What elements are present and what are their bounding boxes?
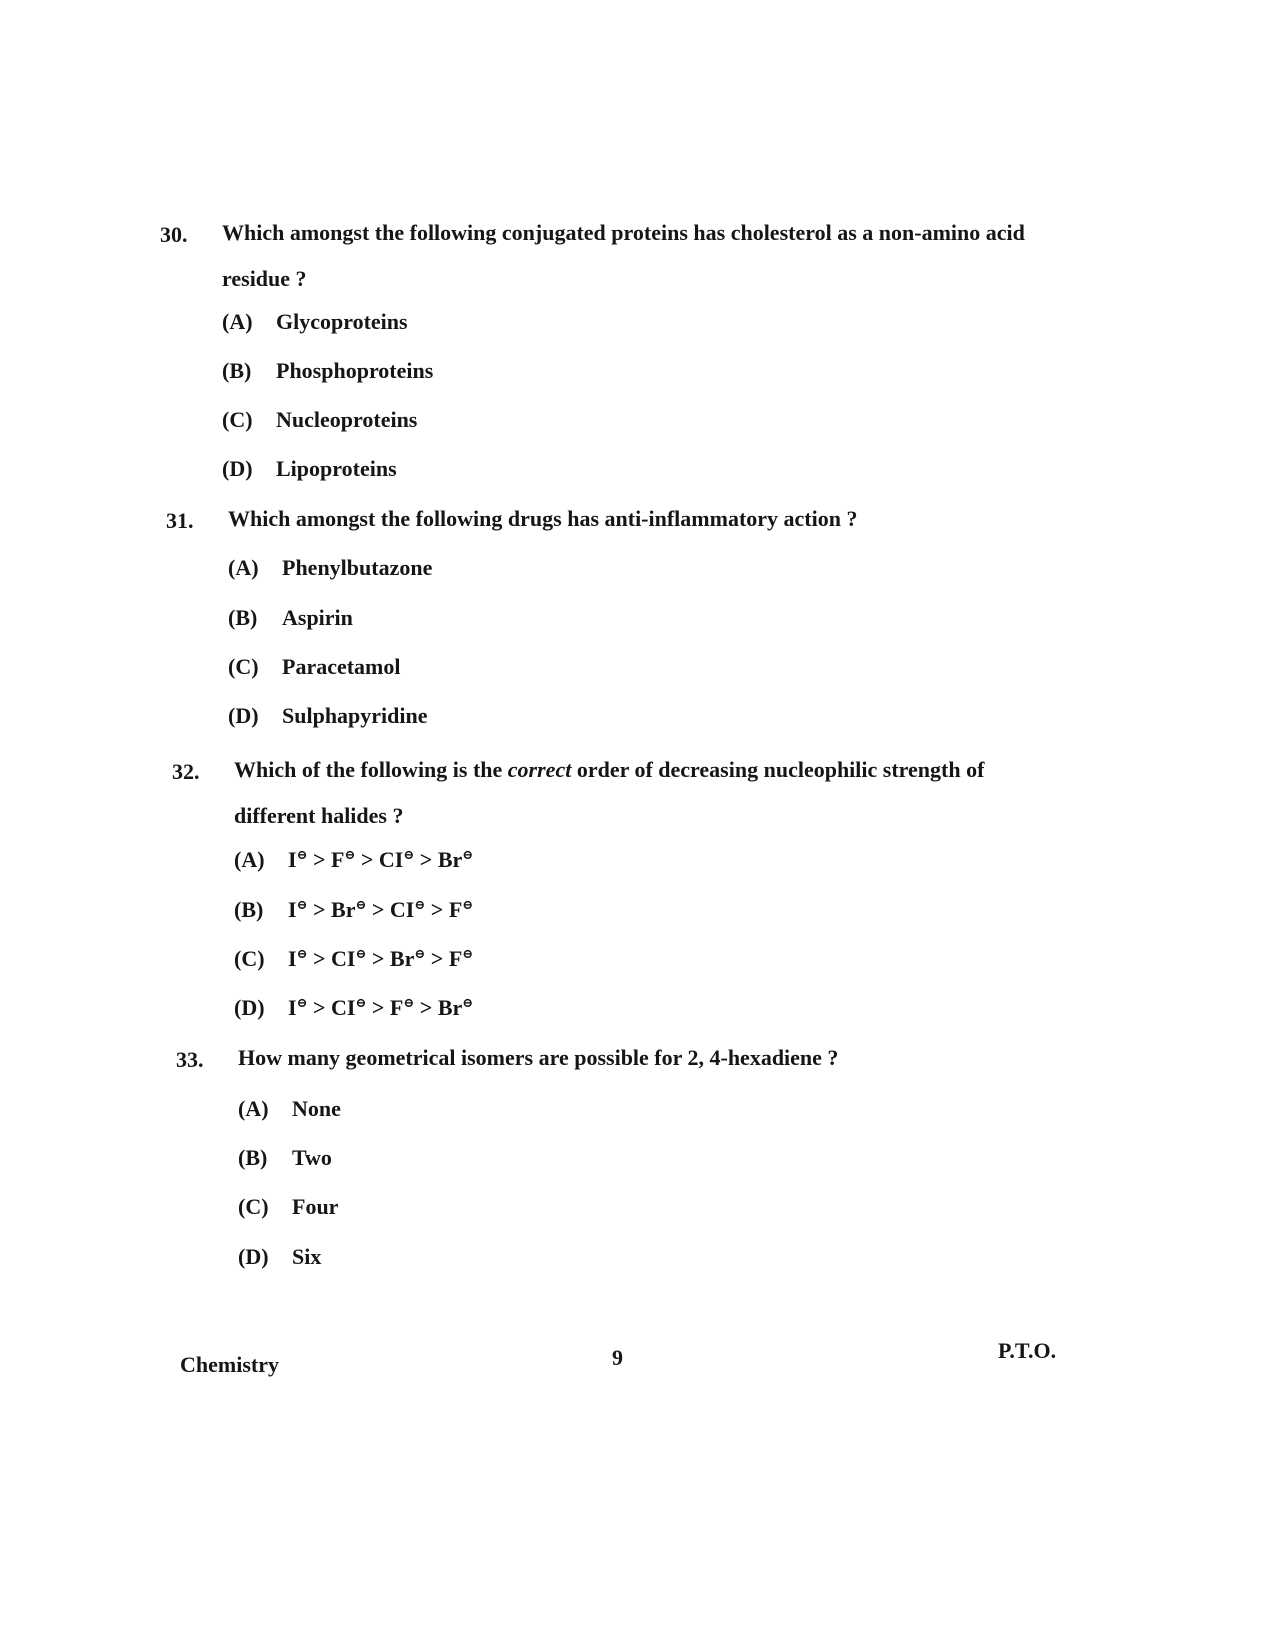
question-number: 31. <box>166 508 194 533</box>
negative-charge-symbol: ⊖ <box>296 847 308 862</box>
negative-charge-symbol: ⊖ <box>414 897 426 912</box>
option-formula <box>288 897 473 922</box>
option-letter: (C) <box>238 1194 269 1219</box>
greater-than-sign: > <box>366 897 390 922</box>
option-text: Four <box>292 1194 339 1219</box>
option-text: None <box>292 1096 341 1121</box>
question-text <box>234 747 1044 839</box>
option-c <box>234 946 473 972</box>
negative-charge-symbol: ⊖ <box>296 995 308 1010</box>
question-text-part: How many geometrical isomers are possible for 2, 4-hexadiene ? <box>238 1045 839 1070</box>
option-formula <box>288 946 473 971</box>
page-number: 9 <box>612 1345 623 1370</box>
option-d <box>234 995 473 1021</box>
question-number: 30. <box>160 222 188 247</box>
negative-charge-symbol: ⊖ <box>414 946 426 961</box>
question-text-part: order of decreasing nucleophilic strength of different halides ? <box>234 757 985 828</box>
option-letter: (C) <box>234 946 265 971</box>
option-letter: (B) <box>238 1145 268 1170</box>
greater-than-sign: > <box>307 995 332 1020</box>
option-letter: (A) <box>222 309 253 334</box>
option-text: Glycoproteins <box>276 309 408 334</box>
negative-charge-symbol: ⊖ <box>403 995 415 1010</box>
option-letter: (C) <box>228 654 259 679</box>
option-letter: (D) <box>222 456 253 481</box>
halide-ion: Br⊖ <box>437 995 474 1020</box>
option-letter: (C) <box>222 407 253 432</box>
option-c <box>222 407 417 433</box>
option-a <box>238 1096 341 1122</box>
option-letter: (B) <box>234 897 264 922</box>
option-formula <box>288 995 473 1020</box>
halide-ion: CI⊖ <box>378 847 415 872</box>
option-letter: (B) <box>228 605 258 630</box>
option-a <box>234 847 473 873</box>
question-text-italic: correct <box>507 757 572 782</box>
negative-charge-symbol: ⊖ <box>462 995 474 1010</box>
question-text-part: Which amongst the following conjugated proteins has cholesterol as a non-amino acid residue ? <box>222 220 1025 291</box>
option-letter: (A) <box>228 555 259 580</box>
question-text <box>228 496 1038 542</box>
halide-ion: I⊖ <box>288 847 308 872</box>
option-b <box>222 358 433 384</box>
question-number: 33. <box>176 1047 204 1072</box>
halide-ion: I⊖ <box>288 995 308 1020</box>
greater-than-sign: > <box>366 946 390 971</box>
option-text: Paracetamol <box>282 654 401 679</box>
halide-ion: F⊖ <box>448 897 474 922</box>
question-number: 32. <box>172 759 200 784</box>
negative-charge-symbol: ⊖ <box>462 897 474 912</box>
halide-ion: CI⊖ <box>389 897 426 922</box>
option-c <box>238 1194 338 1220</box>
option-letter: (D) <box>234 995 265 1020</box>
halide-ion: F⊖ <box>389 995 415 1020</box>
halide-ion: F⊖ <box>331 847 356 872</box>
greater-than-sign: > <box>414 847 438 872</box>
option-text: Two <box>292 1145 332 1170</box>
option-text: Sulphapyridine <box>282 703 428 728</box>
option-text: Six <box>292 1244 322 1269</box>
option-d <box>238 1244 321 1270</box>
greater-than-sign: > <box>307 946 332 971</box>
option-text: Phenylbutazone <box>282 555 433 580</box>
option-text: Lipoproteins <box>276 456 397 481</box>
question-text-part: Which of the following is the <box>234 757 508 782</box>
greater-than-sign: > <box>425 897 449 922</box>
negative-charge-symbol: ⊖ <box>355 946 367 961</box>
footer-subject: Chemistry <box>180 1352 279 1377</box>
option-text: Aspirin <box>282 605 353 630</box>
negative-charge-symbol: ⊖ <box>296 897 308 912</box>
option-a <box>222 309 408 335</box>
greater-than-sign: > <box>414 995 438 1020</box>
halide-ion: I⊖ <box>288 897 308 922</box>
option-d <box>222 456 397 482</box>
option-d <box>228 703 428 729</box>
halide-ion: CI⊖ <box>331 995 367 1020</box>
option-letter: (A) <box>238 1096 269 1121</box>
greater-than-sign: > <box>307 897 332 922</box>
greater-than-sign: > <box>307 847 332 872</box>
option-letter: (D) <box>238 1244 269 1269</box>
option-b <box>238 1145 332 1171</box>
option-a <box>228 555 432 581</box>
halide-ion: Br⊖ <box>437 847 474 872</box>
halide-ion: Br⊖ <box>331 897 367 922</box>
halide-ion: I⊖ <box>288 946 308 971</box>
option-letter: (A) <box>234 847 265 872</box>
negative-charge-symbol: ⊖ <box>462 847 474 862</box>
halide-ion: Br⊖ <box>389 946 426 971</box>
halide-ion: F⊖ <box>448 946 474 971</box>
negative-charge-symbol: ⊖ <box>355 995 367 1010</box>
question-text <box>238 1035 1048 1081</box>
option-text: Nucleoproteins <box>276 407 418 432</box>
greater-than-sign: > <box>425 946 449 971</box>
negative-charge-symbol: ⊖ <box>355 897 367 912</box>
option-b <box>234 897 473 923</box>
negative-charge-symbol: ⊖ <box>296 946 308 961</box>
question-text-part: Which amongst the following drugs has anti-inflammatory action ? <box>228 506 858 531</box>
greater-than-sign: > <box>355 847 379 872</box>
option-letter: (D) <box>228 703 259 728</box>
option-formula <box>288 847 473 872</box>
option-text: Phosphoproteins <box>276 358 434 383</box>
option-letter: (B) <box>222 358 252 383</box>
option-b <box>228 605 353 631</box>
question-text <box>222 210 1032 302</box>
option-c <box>228 654 401 680</box>
greater-than-sign: > <box>366 995 390 1020</box>
negative-charge-symbol: ⊖ <box>462 946 474 961</box>
negative-charge-symbol: ⊖ <box>403 847 415 862</box>
halide-ion: CI⊖ <box>331 946 367 971</box>
negative-charge-symbol: ⊖ <box>344 847 356 862</box>
footer-pto: P.T.O. <box>998 1338 1057 1363</box>
